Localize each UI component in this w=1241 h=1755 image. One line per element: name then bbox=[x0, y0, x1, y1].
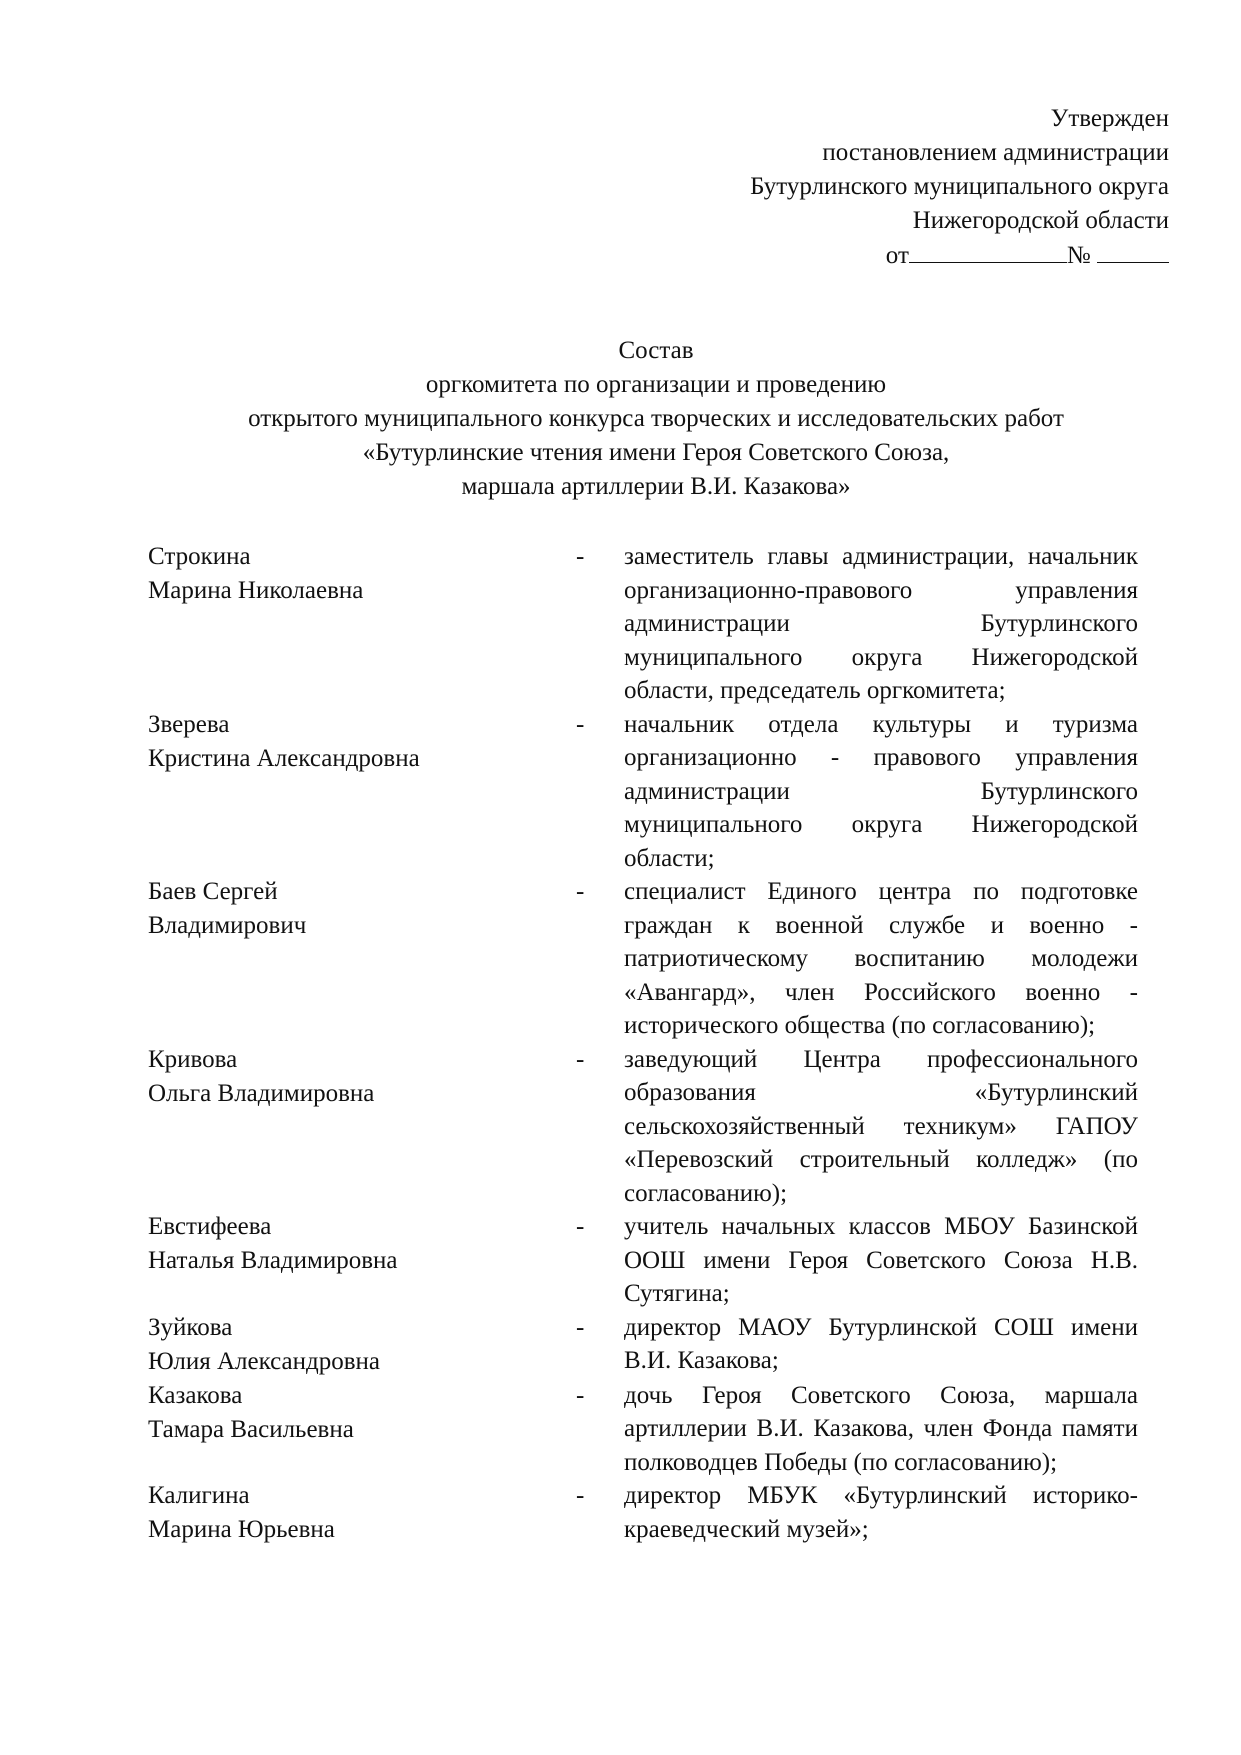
member-row bbox=[148, 1311, 1168, 1379]
member-row bbox=[148, 1043, 1168, 1211]
member-name: Зуйкова Юлия Александровна bbox=[148, 1313, 380, 1375]
member-dash: - bbox=[576, 1213, 585, 1240]
member-dash: - bbox=[576, 878, 585, 905]
member-name: Калигина Марина Юрьевна bbox=[148, 1482, 335, 1543]
title-line-2: оргкомитета по организации и проведению bbox=[425, 371, 887, 398]
date-blank bbox=[909, 238, 1067, 263]
approval-line-approved: Утвержден bbox=[1050, 105, 1169, 132]
approval-line-resolution: постановлением администрации bbox=[822, 139, 1169, 166]
title-line-4: «Бутурлинские чтения имени Героя Советского Союза, bbox=[362, 439, 950, 466]
member-name: Кривова Ольга Владимировна bbox=[148, 1045, 375, 1107]
member-role: дочь Героя Советского Союза, маршала артиллерии В.И. Казакова, член Фонда памяти полководцев Победы (по согласованию); bbox=[624, 1381, 1138, 1476]
member-name: Баев Сергей Владимирович bbox=[148, 878, 307, 939]
member-role: учитель начальных классов МБОУ Базинской ООШ имени Героя Советского Союза Н.В. Сутягина; bbox=[624, 1213, 1138, 1307]
member-row bbox=[148, 875, 1168, 1043]
member-row bbox=[148, 1379, 1168, 1480]
member-name: Зверева Кристина Александровна bbox=[148, 710, 420, 772]
number-label: № bbox=[1066, 242, 1091, 269]
member-dash: - bbox=[576, 543, 585, 570]
member-row bbox=[148, 708, 1168, 876]
member-role: заведующий Центра профессионального образования «Бутурлинский сельскохозяйственный техникум» ГАПОУ «Перевозский строительный колледж» (по согласованию); bbox=[624, 1045, 1138, 1207]
title-line-1: Состав bbox=[618, 337, 694, 364]
member-name: Строкина Марина Николаевна bbox=[148, 543, 364, 604]
approval-line-region: Нижегородской области bbox=[912, 207, 1169, 234]
approval-date-number-line bbox=[609, 238, 1169, 273]
committee-members-list bbox=[148, 540, 1168, 1547]
member-name: Казакова Тамара Васильевна bbox=[148, 1381, 354, 1443]
member-role: директор МБУК «Бутурлинский историко-краеведческий музей»; bbox=[624, 1482, 1138, 1543]
member-row bbox=[148, 540, 1168, 708]
member-dash: - bbox=[576, 1313, 585, 1341]
member-dash: - bbox=[576, 1045, 585, 1073]
date-prefix: от bbox=[885, 242, 909, 269]
member-name: Евстифеева Наталья Владимировна bbox=[148, 1213, 398, 1274]
approval-line-district: Бутурлинского муниципального округа bbox=[750, 173, 1169, 200]
title-line-3: открытого муниципального конкурса творческих и исследовательских работ bbox=[248, 405, 1064, 432]
member-row bbox=[148, 1210, 1168, 1311]
number-blank bbox=[1097, 238, 1169, 263]
member-role: заместитель главы администрации, начальник организационно-правового управления администрации Бутурлинского муниципального округа Нижегородской области, председатель оргкомитета; bbox=[624, 543, 1138, 704]
document-title bbox=[150, 334, 1162, 504]
member-row bbox=[148, 1479, 1168, 1547]
member-dash: - bbox=[576, 710, 585, 738]
member-dash: - bbox=[576, 1482, 585, 1509]
member-role: начальник отдела культуры и туризма организационно - правового управления администрации Бутурлинского муниципального округа Нижегородской области; bbox=[624, 710, 1138, 872]
approval-stamp bbox=[609, 102, 1169, 273]
title-line-5: маршала артиллерии В.И. Казакова» bbox=[461, 473, 851, 500]
member-dash: - bbox=[576, 1381, 585, 1409]
member-role: директор МАОУ Бутурлинской СОШ имени В.И. Казакова; bbox=[624, 1313, 1138, 1374]
member-role: специалист Единого центра по подготовке граждан к военной службе и военно - патриотическому воспитанию молодежи «Авангард», член Российского военно - исторического общества (по согласованию); bbox=[624, 878, 1138, 1039]
